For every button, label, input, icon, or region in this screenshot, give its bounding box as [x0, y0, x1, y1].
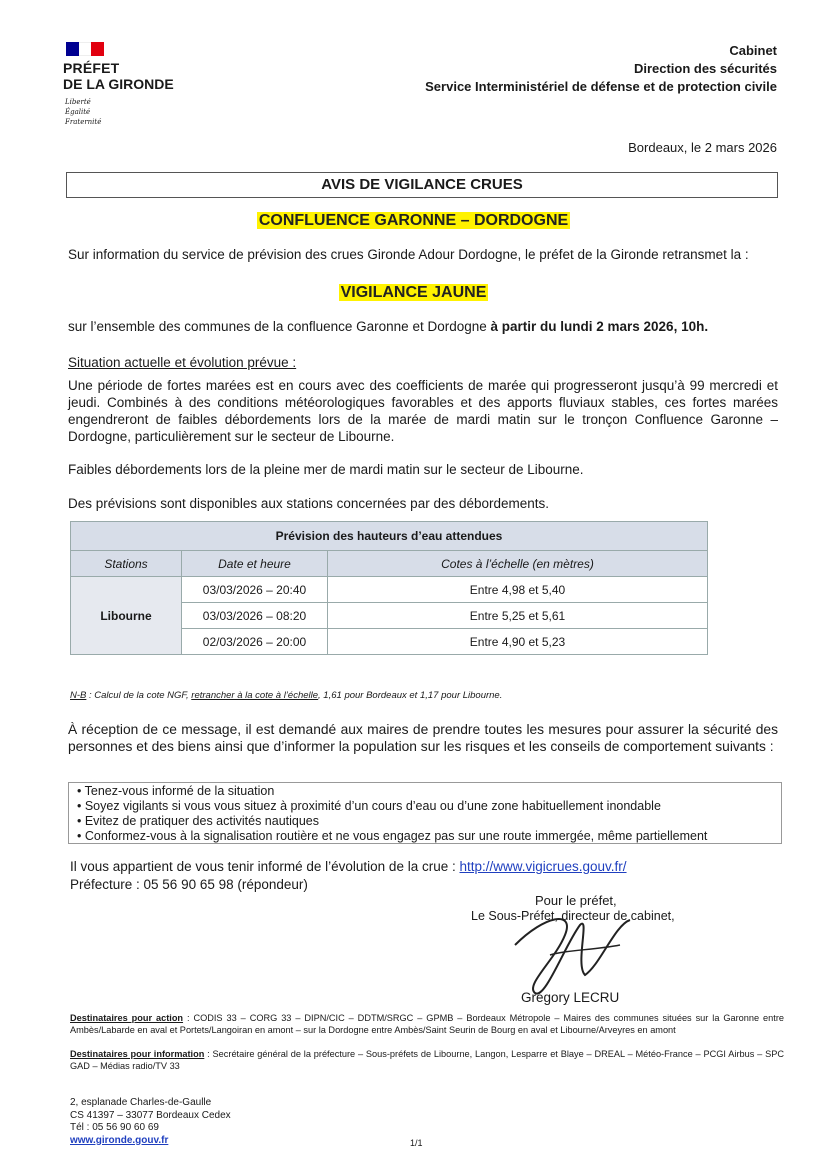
address-line-1: 2, esplanade Charles-de-Gaulle [70, 1097, 212, 1108]
gironde-website-link[interactable]: www.gironde.gouv.fr [70, 1134, 169, 1146]
cote-cell: Entre 4,98 et 5,40 [328, 577, 708, 603]
cote-cell: Entre 4,90 et 5,23 [328, 629, 708, 655]
recipients-action-label: Destinataires pour action [70, 1013, 184, 1023]
office-header [425, 42, 777, 96]
recipients-action-text: : CODIS 33 – CORG 33 – DIPN/CIC – DDTM/SRGC – GPMB – Bordeaux Métropole – Maires des communes situées sur la Garonne entre Ambès/Labarde en aval et Portets/Langoiran en amont – sur la Dordogne entre Ambès/Saint Seurin de Bourg en aval et Libourne/Arveyres en amont [70, 1013, 784, 1035]
situation-title: Situation actuelle et évolution prévue : [68, 355, 297, 370]
handwritten-signature [505, 905, 635, 1000]
zone-highlight: CONFLUENCE GARONNE – DORDOGNE [258, 212, 569, 229]
vigilance-heading [0, 284, 827, 302]
table-row [71, 577, 708, 603]
vigicrues-link[interactable]: http://www.vigicrues.gouv.fr/ [459, 859, 627, 874]
info-text: Il vous appartient de vous tenir informé de l’évolution de la crue : [70, 859, 460, 874]
signature-role: Le Sous-Préfet, directeur de cabinet, [471, 909, 675, 923]
ngf-note [70, 690, 502, 701]
recipients-info-text: : Secrétaire général de la préfecture – Sous-préfets de Libourne, Langon, Lesparre et Blaye – DREAL – Météo-France – PCGI Airbus – SPC GAD – Médias radio/TV 33 [70, 1049, 784, 1071]
situation-paragraph-1: Une période de fortes marées est en cours avec des coefficients de marée qui progresseront jusqu’à 99 mercredi et jeudi. Combinés à des conditions météorologiques favorables et des apports fluviaux stables, ces fortes marées engendreront de faibles débordements lors de la marée de mardi matin sur le tronçon Confluence Garonne – Dordogne, particulièrement sur le secteur de Libourne. [68, 378, 778, 444]
station-cell: Libourne [71, 577, 182, 655]
motto-egalite: Égalité [65, 108, 91, 116]
scope-paragraph [68, 318, 778, 335]
column-header-date: Date et heure [182, 551, 328, 577]
info-line [70, 858, 780, 875]
table-title: Prévision des hauteurs d’eau attendues [71, 522, 708, 551]
date-cell: 03/03/2026 – 20:40 [182, 577, 328, 603]
republic-motto [65, 97, 101, 127]
document-title: AVIS DE VIGILANCE CRUES [66, 172, 778, 198]
scope-text: sur l’ensemble des communes de la confluence Garonne et Dordogne [68, 319, 491, 334]
situation-paragraph-3: Des prévisions sont disponibles aux stations concernées par des débordements. [68, 496, 550, 511]
motto-liberte: Liberté [65, 98, 91, 106]
date-cell: 02/03/2026 – 20:00 [182, 629, 328, 655]
recipients-action [70, 1013, 784, 1036]
note-text-1: : Calcul de la cote NGF, [86, 690, 192, 701]
advice-item: • Conformez-vous à la signalisation routière et ne vous engagez pas sur une route immergée, même partiellement [77, 829, 708, 843]
flag-white [79, 42, 92, 56]
flag-blue [66, 42, 79, 56]
header-service: Service Interministériel de défense et de protection civile [425, 79, 777, 94]
vigilance-level: VIGILANCE JAUNE [340, 284, 487, 301]
french-flag-logo [66, 42, 104, 56]
signatory-name: Grégory LECRU [521, 990, 620, 1005]
column-header-station: Stations [71, 551, 182, 577]
advice-box [68, 782, 782, 844]
flag-red [91, 42, 104, 56]
forecast-table [70, 521, 708, 655]
zone-heading [0, 212, 827, 230]
recipients-info-label: Destinataires pour information [70, 1049, 205, 1059]
address-line-2: CS 41397 – 33077 Bordeaux Cedex [70, 1109, 231, 1121]
advice-item: • Evitez de pratiquer des activités nautiques [77, 814, 320, 828]
scope-start: à partir du lundi 2 mars 2026, 10h. [490, 319, 709, 334]
note-label: N-B [70, 690, 87, 701]
logo-line2: DE LA GIRONDE [63, 76, 174, 92]
page-number: 1/1 [410, 1138, 423, 1148]
document-date: Bordeaux, le 2 mars 2026 [628, 140, 777, 155]
recipients-info [70, 1049, 784, 1072]
header-direction: Direction des sécurités [633, 61, 777, 76]
signature-pour: Pour le préfet, [535, 893, 617, 908]
advice-item: • Soyez vigilants si vous vous situez à proximité d’un cours d’eau ou d’une zone habituellement inondable [77, 799, 661, 813]
note-underlined: retrancher à la cote à l’échelle [191, 690, 319, 701]
logo-line1: PRÉFET [63, 60, 120, 76]
request-paragraph: À réception de ce message, il est demandé aux maires de prendre toutes les mesures pour assurer la sécurité des personnes et des biens ainsi que d’informer la population sur les risques et les conseils de comportement suivants : [68, 722, 778, 754]
advice-item: • Tenez-vous informé de la situation [77, 784, 275, 798]
prefecture-phone: Préfecture : 05 56 90 65 98 (répondeur) [70, 877, 308, 892]
situation-paragraph-2: Faibles débordements lors de la pleine mer de mardi matin sur le secteur de Libourne. [68, 462, 584, 477]
header-cabinet: Cabinet [729, 43, 777, 58]
motto-fraternite: Fraternité [65, 118, 102, 126]
intro-paragraph: Sur information du service de prévision des crues Gironde Adour Dordogne, le préfet de la Gironde retransmet la : [68, 247, 749, 262]
cote-cell: Entre 5,25 et 5,61 [328, 603, 708, 629]
note-text-2: , 1,61 pour Bordeaux et 1,17 pour Libourne. [318, 690, 503, 701]
footer-phone: Tél : 05 56 90 60 69 [70, 1122, 159, 1133]
column-header-cote: Cotes à l’échelle (en mètres) [328, 551, 708, 577]
footer-address [70, 1097, 231, 1147]
date-cell: 03/03/2026 – 08:20 [182, 603, 328, 629]
